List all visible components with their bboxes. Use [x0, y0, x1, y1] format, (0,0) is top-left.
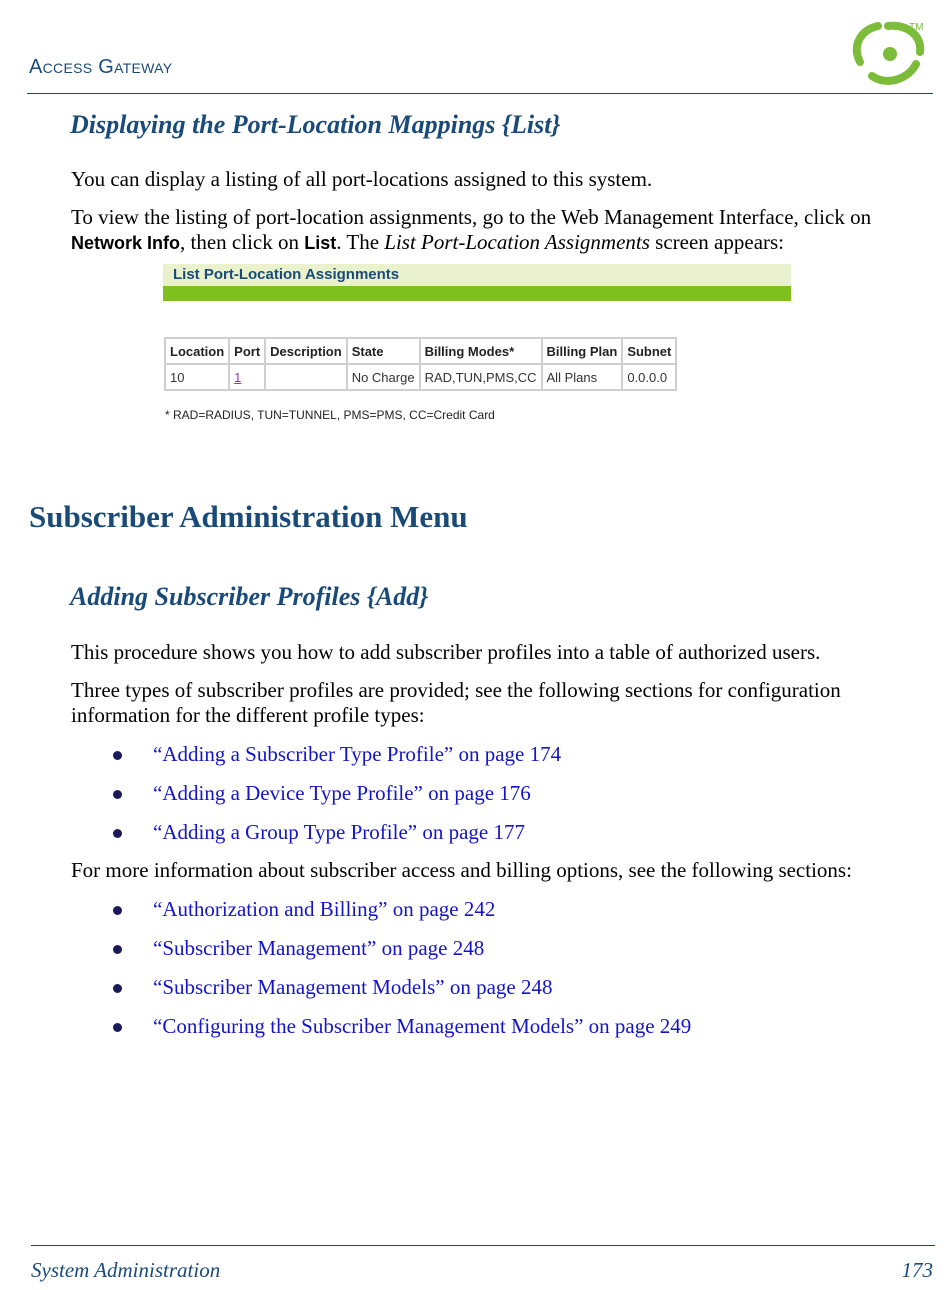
table-cell [265, 364, 347, 390]
paragraph-intro: You can display a listing of all port-locations assigned to this system. [71, 167, 653, 191]
list-label: List [304, 233, 337, 253]
link-subscriber-management[interactable]: “Subscriber Management” on page 248 [153, 936, 485, 960]
chapter-heading: Subscriber Administration Menu [29, 499, 468, 534]
table-cell: 10 [165, 364, 229, 390]
header-rule [27, 93, 933, 94]
section-heading-add: Adding Subscriber Profiles {Add} [70, 582, 429, 611]
link-authorization-billing[interactable]: “Authorization and Billing” on page 242 [153, 897, 496, 921]
port-link[interactable]: 1 [229, 364, 265, 390]
bullet-icon [113, 829, 122, 838]
screenshot-footnote: * RAD=RADIUS, TUN=TUNNEL, PMS=PMS, CC=Credit Card [165, 408, 495, 422]
link-subscriber-management-models[interactable]: “Subscriber Management Models” on page 248 [153, 975, 553, 999]
table-cell: All Plans [542, 364, 623, 390]
paragraph-instructions [71, 205, 931, 256]
column-header: Description [265, 338, 347, 364]
network-info-label: Network Info [71, 233, 181, 253]
table-cell: No Charge [347, 364, 420, 390]
link-subscriber-type-profile[interactable]: “Adding a Subscriber Type Profile” on page 174 [153, 742, 562, 766]
screenshot-title: List Port-Location Assignments [163, 264, 791, 286]
embedded-screenshot [163, 264, 791, 440]
paragraph-more-info: For more information about subscriber access and billing options, see the following sections: [71, 858, 852, 882]
table-cell: 0.0.0.0 [622, 364, 676, 390]
paragraph-profile-types: Three types of subscriber profiles are provided; see the following sections for configuration information for the different profile types: [71, 678, 841, 727]
footer-section-title: System Administration [31, 1258, 221, 1282]
running-header: Access Gateway [29, 56, 173, 78]
link-configuring-models[interactable]: “Configuring the Subscriber Management Models” on page 249 [153, 1014, 692, 1038]
link-group-type-profile[interactable]: “Adding a Group Type Profile” on page 177 [153, 820, 525, 844]
column-header: Subnet [622, 338, 676, 364]
bullet-icon [113, 906, 122, 915]
column-header: Billing Modes* [420, 338, 542, 364]
text-span: , then click on [180, 230, 305, 254]
bullet-icon [113, 751, 122, 760]
bullet-icon [113, 984, 122, 993]
column-header: Port [229, 338, 265, 364]
text-span: . The [336, 230, 385, 254]
table-header-row [165, 338, 676, 364]
footer-rule [31, 1245, 935, 1246]
column-header: State [347, 338, 420, 364]
text-span: screen appears: [649, 230, 785, 254]
port-location-table [164, 337, 677, 391]
section-heading-list: Displaying the Port-Location Mappings {List} [70, 110, 561, 139]
page-number: 173 [901, 1258, 933, 1282]
table-cell: RAD,TUN,PMS,CC [420, 364, 542, 390]
screen-name: List Port-Location Assignments [384, 230, 650, 254]
bullet-icon [113, 945, 122, 954]
text-span: To view the listing of port-location assignments, go to the Web Management Interface, click on [71, 205, 872, 229]
paragraph-procedure: This procedure shows you how to add subscriber profiles into a table of authorized users. [71, 640, 821, 664]
table-row [165, 364, 676, 390]
bullet-icon [113, 790, 122, 799]
link-device-type-profile[interactable]: “Adding a Device Type Profile” on page 176 [153, 781, 531, 805]
trademark-mark: TM [909, 22, 924, 33]
column-header: Location [165, 338, 229, 364]
screenshot-green-band [163, 286, 791, 301]
bullet-icon [113, 1023, 122, 1032]
column-header: Billing Plan [542, 338, 623, 364]
